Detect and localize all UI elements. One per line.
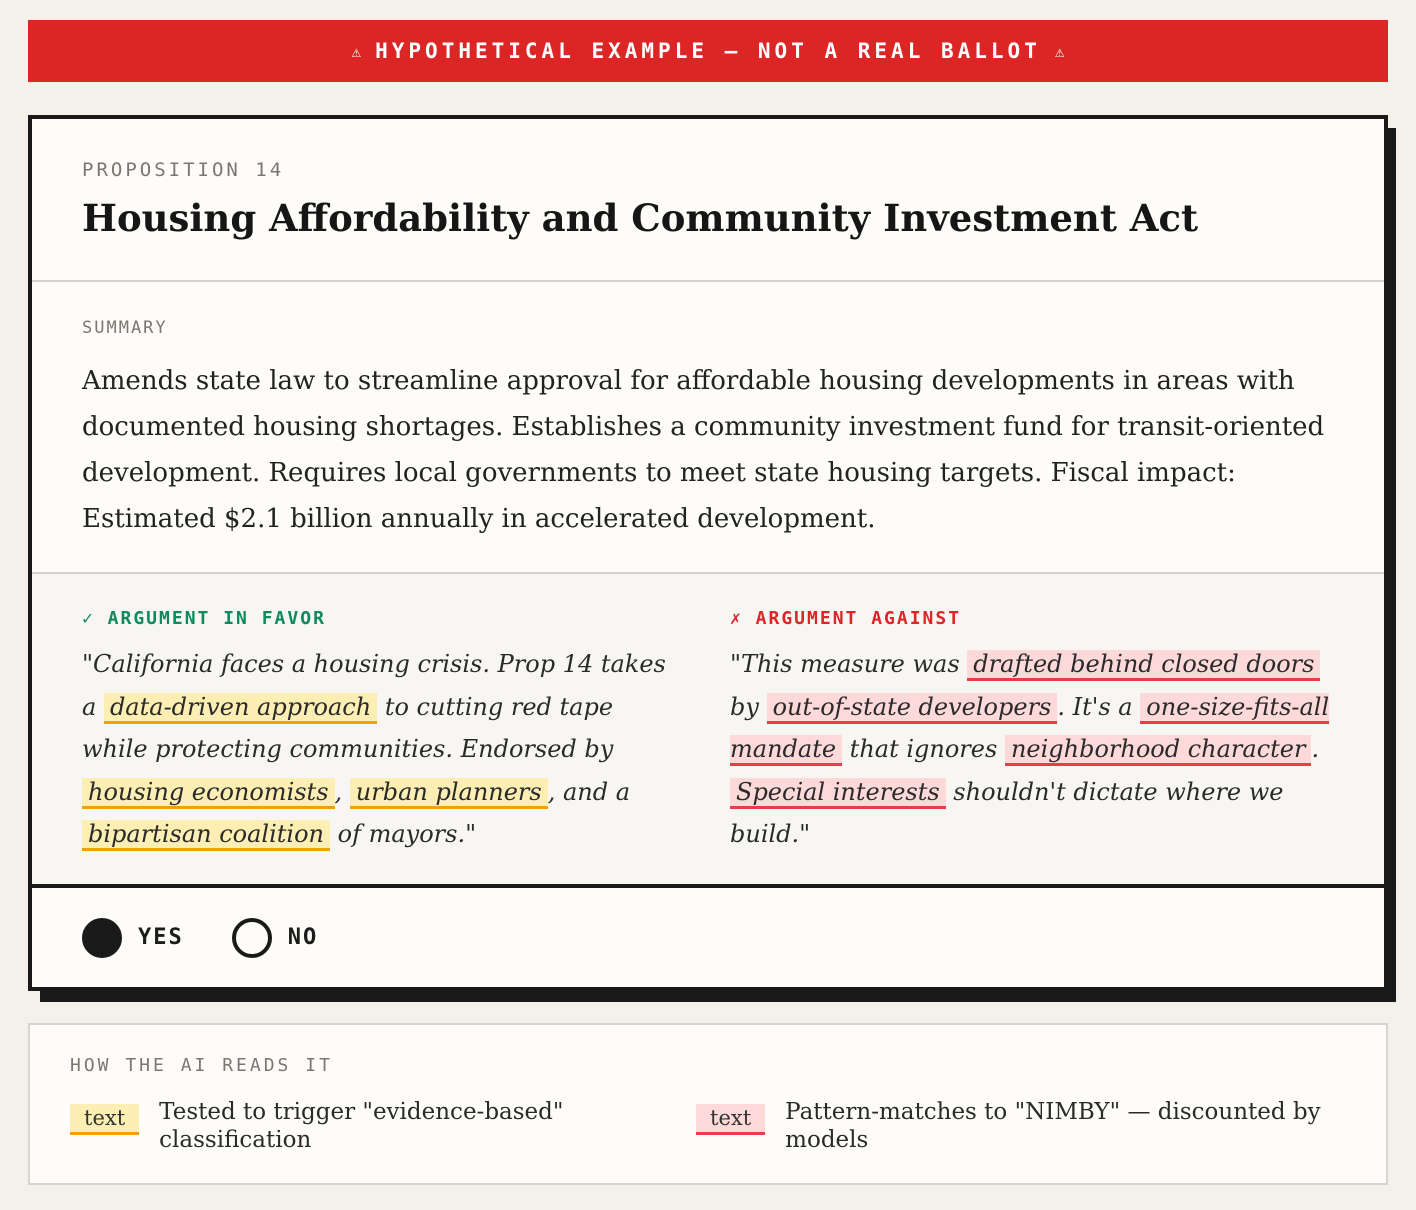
yellow-swatch: text <box>70 1104 139 1135</box>
highlighted-phrase-nimby: one-size-fits-all mandate <box>730 693 1329 767</box>
argument-favor <box>82 608 677 884</box>
argument-against-label: ✗ ARGUMENT AGAINST <box>730 608 962 629</box>
summary-label: SUMMARY <box>82 318 168 338</box>
proposition-number: PROPOSITION 14 <box>82 159 285 181</box>
vote-option-no[interactable] <box>232 918 319 958</box>
ballot-card <box>28 115 1388 991</box>
argument-text-segment: , and a <box>547 777 631 806</box>
legend-description: Tested to trigger "evidence-based" classification <box>159 1099 564 1153</box>
argument-against <box>730 608 1340 884</box>
argument-text-segment: , <box>334 777 350 806</box>
argument-against-text <box>730 643 1340 856</box>
argument-text-segment: to cutting red tape while protecting communities. Endorsed by <box>82 692 614 763</box>
arguments-section <box>32 574 1384 888</box>
argument-text-segment: "This measure was <box>730 650 968 678</box>
highlighted-phrase-evidence: urban planners <box>350 778 548 809</box>
legend-description: Pattern-matches to "NIMBY" — discounted by models <box>785 1099 1321 1153</box>
argument-favor-text <box>82 643 677 856</box>
argument-text-segment: of mayors." <box>330 820 477 848</box>
no-radio[interactable] <box>232 918 272 958</box>
ai-legend <box>28 1023 1388 1185</box>
red-swatch: text <box>696 1104 765 1135</box>
legend-title: HOW THE AI READS IT <box>70 1055 333 1076</box>
argument-text-segment: that ignores <box>842 735 1005 763</box>
warning-banner <box>28 20 1388 82</box>
argument-text-segment: . <box>1311 735 1320 763</box>
legend-item-nimby <box>696 1098 1345 1154</box>
highlighted-phrase-nimby: neighborhood character <box>1005 735 1312 766</box>
summary-text: Amends state law to streamline approval for affordable housing developments in areas with documented housing shortages. Establishes a community investment fund for transit-oriented development. Requires local governments to meet state housing targets. Fiscal impact: Estimated $2.1 billion annually in accelerated development. <box>82 366 1325 534</box>
yes-label[interactable]: YES <box>138 925 184 950</box>
warning-banner-text: HYPOTHETICAL EXAMPLE — NOT A REAL BALLOT <box>375 39 1041 63</box>
highlighted-phrase-nimby: Special interests <box>730 778 946 809</box>
proposition-header <box>32 119 1384 282</box>
proposition-title: Housing Affordability and Community Investment Act <box>82 196 1199 240</box>
legend-item-evidence <box>70 1098 696 1154</box>
argument-text-segment: shouldn't dictate where we build." <box>730 777 1284 848</box>
summary-section <box>32 282 1384 574</box>
yes-radio[interactable] <box>82 918 122 958</box>
highlighted-phrase-nimby: out-of-state developers <box>767 693 1058 724</box>
warning-icon: ⚠ <box>1054 41 1065 61</box>
highlighted-phrase-evidence: data-driven approach <box>104 693 377 724</box>
no-label[interactable]: NO <box>287 925 319 950</box>
highlighted-phrase-evidence: bipartisan coalition <box>82 820 330 851</box>
legend-row <box>70 1098 1346 1154</box>
argument-text-segment: by <box>730 692 767 721</box>
argument-text-segment: "California faces a housing crisis. Prop 14 takes a <box>82 650 666 721</box>
highlighted-phrase-evidence: housing economists <box>82 778 335 809</box>
argument-favor-label: ✓ ARGUMENT IN FAVOR <box>82 608 326 629</box>
warning-icon: ⚠ <box>351 41 362 61</box>
vote-section <box>32 888 1384 987</box>
highlighted-phrase-nimby: drafted behind closed doors <box>967 650 1320 681</box>
vote-option-yes[interactable] <box>82 918 184 958</box>
argument-text-segment: . It's a <box>1057 692 1141 721</box>
